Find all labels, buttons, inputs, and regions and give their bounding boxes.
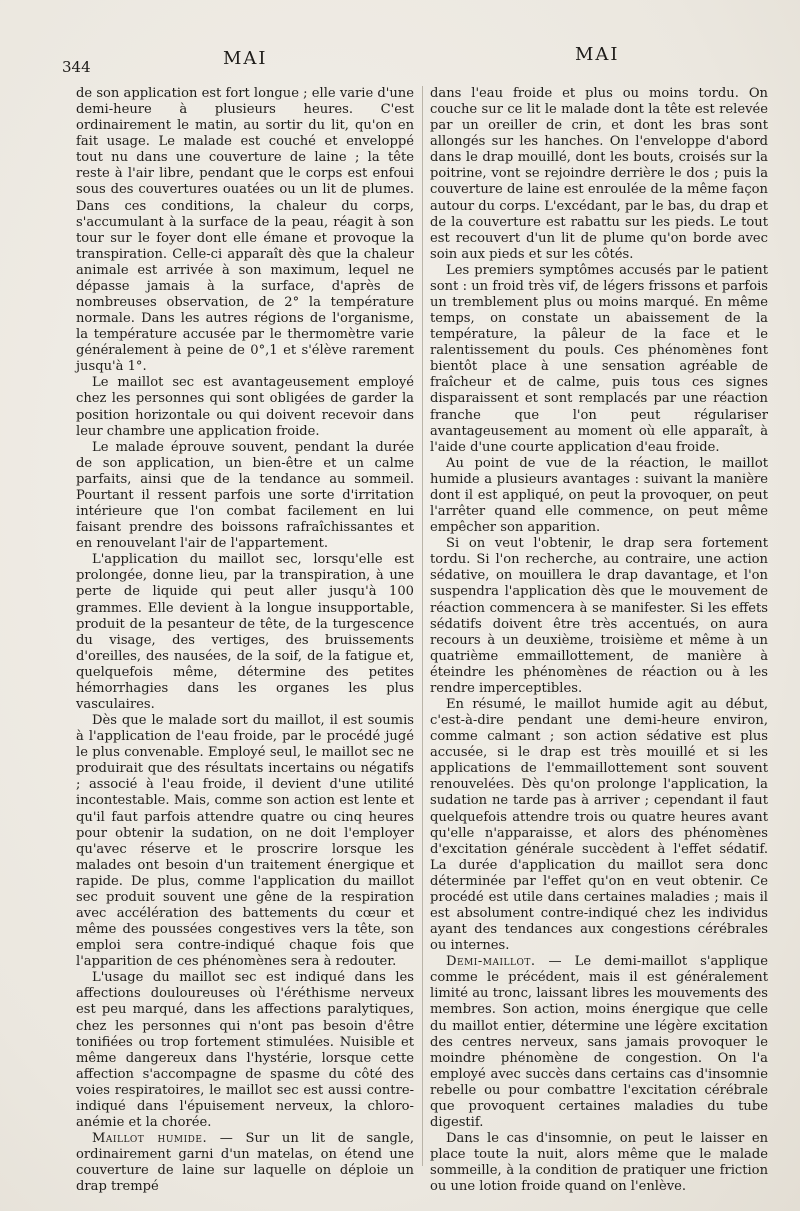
right-column xyxy=(430,86,768,1195)
paragraph: Dès que le malade sort du maillot, il est soumis à l'application de l'eau froide, par le procédé jugé le plus convenable. Employé seul, le maillot sec ne produirait que des résultats incertains ou négatifs ; associé à l'eau froide, il devient d'une utilité incontestable. Mais, comme son action est lente et qu'il faut parfois attendre quatre ou cinq heures pour obtenir la sudation, on ne doit l'employer qu'avec réserve et le proscrire lorsque les malades ont besoin d'un traitement énergique et rapide. De plus, comme l'application du maillot sec produit souvent une gêne de la respiration avec accélération des battements du cœur et même des poussées congestives vers la tête, son emploi sera contre-indiqué chaque fois que l'apparition de ces phénomènes sera à redouter. xyxy=(76,713,414,970)
paragraph: Les premiers symptômes accusés par le patient sont : un froid très vif, de légers frissons et parfois un tremblement plus ou moins marqué. En même temps, on constate un abaissement de la température, la pâleur de la face et le ralentissement du pouls. Ces phénomènes font bientôt place à une sensation agréable de fraîcheur et de calme, puis tous ces signes disparaissent et sont remplacés par une réaction franche que l'on peut régulariser avantageusement au moment où elle apparaît, à l'aide d'une courte application d'eau froide. xyxy=(430,262,768,455)
paragraph: Le malade éprouve souvent, pendant la durée de son application, un bien-être et un calme parfaits, ainsi que de la tendance au sommeil. Pourtant il ressent parfois une sorte d'irritation intérieure que l'on combat facilement en lui faisant prendre des boissons rafraîchissantes et en renouvelant l'air de l'appartement. xyxy=(76,439,414,552)
paragraph: Le maillot sec est avantageusement employé chez les personnes qui sont obligées de garder la position horizontale ou qui doivent recevoir dans leur chambre une application froide. xyxy=(76,375,414,439)
section-text: — Le demi-maillot s'applique comme le précédent, mais il est généralement limité au tronc, laissant libres les mouvements des membres. Son action, moins énergique que celle du maillot entier, détermine une légère excitation des centres nerveux, sans jamais provoquer le moindre phénomène de congestion. On l'a employé avec succès dans certains cas d'insomnie rebelle ou pour combattre l'excitation cérébrale que provoquent certaines maladies du tube digestif. xyxy=(430,954,768,1130)
paragraph: dans l'eau froide et plus ou moins tordu. On couche sur ce lit le malade dont la tête est relevée par un oreiller de crin, et dont les bras sont allongés sur les hanches. On l'enveloppe d'abord dans le drap mouillé, dont les bouts, croisés sur la poitrine, vont se rejoindre derrière le dos ; puis la couverture de laine est enroulée de la même façon autour du corps. L'excédant, par le bas, du drap et de la couverture est rabattu sur les pieds. Le tout est recouvert d'un lit de plume qu'on borde avec soin aux pieds et sur les côtés. xyxy=(430,86,768,262)
section-text: — Sur un lit de sangle, ordinairement garni d'un matelas, on étend une couverture de laine sur laquelle on déploie un drap trempé xyxy=(76,1131,414,1195)
section-paragraph xyxy=(76,1131,414,1195)
paragraph: Dans le cas d'insomnie, on peut le laisser en place toute la nuit, alors même que le malade sommeille, à la condition de pratiquer une friction ou une lotion froide quand on l'enlève. xyxy=(430,1131,768,1195)
paragraph: Si on veut l'obtenir, le drap sera fortement tordu. Si l'on recherche, au contraire, une action sédative, on mouillera le drap davantage, et l'on suspendra l'application dès que le mouvement de réaction commencera à se manifester. Si les effets sédatifs doivent être très accentués, on aura recours à un deuxième, troisième et même à un quatrième emmaillottement, de manière à éteindre les phénomènes de réaction ou à les rendre imperceptibles. xyxy=(430,536,768,696)
section-heading: Demi-maillot. xyxy=(446,954,536,970)
running-head-left: MAI xyxy=(223,48,268,69)
section-heading: Maillot humide. xyxy=(92,1131,208,1147)
paragraph: L'application du maillot sec, lorsqu'elle est prolongée, donne lieu, par la transpiration, à une perte de liquide qui peut aller jusqu'à 100 grammes. Elle devient à la longue insupportable, produit de la pesanteur de tête, de la turgescence du visage, des vertiges, des bruissements d'oreilles, des nausées, de la soif, de la fatigue et, quelquefois même, détermine des petites hémorrhagies dans les organes les plus vasculaires. xyxy=(76,552,414,712)
section-paragraph xyxy=(430,954,768,1131)
left-column xyxy=(76,86,414,1195)
page-number: 344 xyxy=(62,58,91,76)
running-head-right: MAI xyxy=(575,44,620,65)
paragraph: Au point de vue de la réaction, le maillot humide a plusieurs avantages : suivant la manière dont il est appliqué, on peut la provoquer, on peut l'arrêter quand elle commence, on peut même empêcher son apparition. xyxy=(430,455,768,536)
paragraph: L'usage du maillot sec est indiqué dans les affections douloureuses où l'éréthisme nerveux est peu marqué, dans les affections paralytiques, chez les personnes qui n'ont pas besoin d'être tonifiées ou trop fortement stimulées. Nuisible et même dangereux dans l'hystérie, lorsque cette affection s'accompagne de spasme du côté des voies respiratoires, le maillot sec est aussi contre-indiqué dans l'épuisement nerveux, la chloro-anémie et la chorée. xyxy=(76,970,414,1130)
page-header xyxy=(0,44,800,78)
paragraph: de son application est fort longue ; elle varie d'une demi-heure à plusieurs heures. C'est ordinairement le matin, au sortir du lit, qu'on en fait usage. Le malade est couché et enveloppé tout nu dans une couverture de laine ; la tête reste à l'air libre, pendant que le corps est enfoui sous des couvertures ouatées ou un lit de plumes. Dans ces conditions, la chaleur du corps, s'accumulant à la surface de la peau, réagit à son tour sur le foyer dont elle émane et provoque la transpiration. Celle-ci apparaît dès que la chaleur animale est arrivée à son maximum, lequel ne dépasse jamais à la surface, d'après de nombreuses observation, de 2° la température normale. Dans les autres régions de l'organisme, la température accusée par le thermomètre varie généralement à peine de 0°,1 et s'élève rarement jusqu'à 1°. xyxy=(76,86,414,375)
column-divider xyxy=(422,86,423,1166)
paragraph: En résumé, le maillot humide agit au début, c'est-à-dire pendant une demi-heure environ, comme calmant ; son action sédative est plus accusée, si le drap est très mouillé et si les applications de l'emmaillottement sont souvent renouvelées. Dès qu'on prolonge l'application, la sudation ne tarde pas à arriver ; cependant il faut quelquefois attendre trois ou quatre heures avant qu'elle n'apparaisse, et alors des phénomènes d'excitation générale succèdent à l'effet sédatif. La durée d'application du maillot sera donc déterminée par l'effet qu'on en veut obtenir. Ce procédé est utile dans certaines maladies ; mais il est absolument contre-indiqué chez les individus ayant des tendances aux congestions cérébrales ou internes. xyxy=(430,696,768,954)
